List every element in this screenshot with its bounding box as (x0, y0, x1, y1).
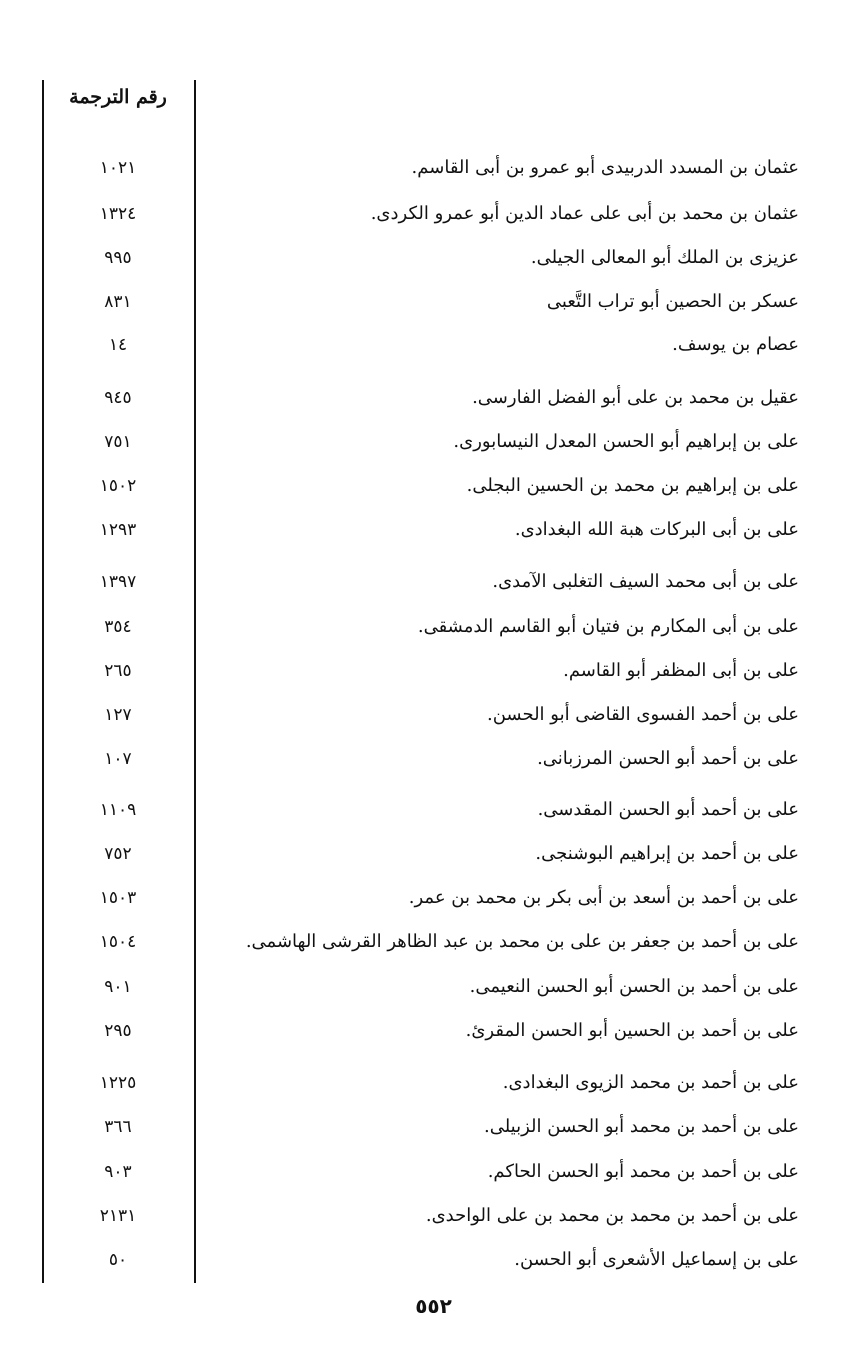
index-row (0, 839, 867, 869)
entry-number: ١٢٩٣ (99, 520, 137, 540)
entry-name: على بن أحمد أبو الحسن المقدسى. (537, 799, 799, 820)
entry-name: على بن أحمد بن محمد أبو الحسن الحاكم. (487, 1161, 799, 1182)
entry-name: عثمان بن المسدد الدربيدى أبو عمرو بن أبى القاسم. (411, 157, 799, 178)
entry-number: ٩٤٥ (104, 388, 132, 408)
entry-number: ١٥٠٣ (99, 888, 137, 908)
entry-number: ١٠٢١ (99, 158, 137, 178)
index-row (0, 700, 867, 730)
index-row (0, 383, 867, 413)
entry-name: على بن إسماعيل الأشعرى أبو الحسن. (514, 1249, 799, 1270)
index-row (0, 1112, 867, 1142)
index-row (0, 243, 867, 273)
entry-number: ١٤ (108, 335, 128, 355)
entry-number: ٣٥٤ (104, 617, 132, 637)
entry-number: ١٣٢٤ (99, 204, 137, 224)
index-row (0, 1245, 867, 1275)
index-row (0, 1157, 867, 1187)
entry-name: على بن إبراهيم بن محمد بن الحسين البجلى. (466, 475, 799, 496)
index-row (0, 927, 867, 957)
entry-name: عزيزى بن الملك أبو المعالى الجيلى. (530, 247, 799, 268)
index-row (0, 795, 867, 825)
index-row (0, 744, 867, 774)
entry-name: عصام بن يوسف. (672, 334, 799, 355)
entry-number: ٢٩٥ (104, 1021, 132, 1041)
entry-name: على بن أحمد بن الحسين أبو الحسن المقرئ. (465, 1020, 799, 1041)
entry-name: على بن أحمد بن محمد أبو الحسن الزبيلى. (484, 1116, 799, 1137)
entry-number: ٢١٣١ (99, 1206, 137, 1226)
entry-name: على بن إبراهيم أبو الحسن المعدل النيسابورى. (453, 431, 799, 452)
index-row (0, 1201, 867, 1231)
index-row (0, 656, 867, 686)
entry-name: على بن أبى المكارم بن فتيان أبو القاسم الدمشقى. (417, 616, 799, 637)
entry-number: ٩٩٥ (104, 248, 132, 268)
entry-name: على بن أحمد بن محمد الزيوى البغدادى. (502, 1072, 799, 1093)
entry-number: ١٢٧ (104, 705, 132, 725)
index-row (0, 199, 867, 229)
index-row (0, 471, 867, 501)
page-number: ٥٥٢ (415, 1294, 452, 1318)
index-row (0, 287, 867, 317)
entry-number: ٨٣١ (104, 292, 132, 312)
index-row (0, 883, 867, 913)
entry-number: ٩٠١ (104, 977, 132, 997)
entry-name: على بن أبى المظفر أبو القاسم. (563, 660, 799, 681)
entry-name: على بن أحمد أبو الحسن المرزبانى. (537, 748, 799, 769)
index-row (0, 1016, 867, 1046)
entry-name: على بن أحمد بن أسعد بن أبى بكر بن محمد بن عمر. (408, 887, 799, 908)
column-header-entry-number: رقم الترجمة (69, 86, 167, 108)
index-row (0, 972, 867, 1002)
entry-number: ١٥٠٢ (99, 476, 137, 496)
index-row (0, 153, 867, 183)
entry-name: على بن أحمد بن محمد بن محمد بن على الواحدى. (425, 1205, 799, 1226)
index-row (0, 612, 867, 642)
index-row (0, 567, 867, 597)
entry-name: على بن أبى محمد السيف التغلبى الآمدى. (492, 571, 799, 592)
entry-number: ١٥٠٤ (99, 932, 137, 952)
entry-number: ٩٠٣ (104, 1162, 132, 1182)
entry-number: ٧٥١ (104, 432, 132, 452)
entry-name: عقيل بن محمد بن على أبو الفضل الفارسى. (472, 387, 799, 408)
index-row (0, 427, 867, 457)
index-row (0, 515, 867, 545)
entry-name: على بن أبى البركات هبة الله البغدادى. (514, 519, 799, 540)
entry-number: ١٣٩٧ (99, 572, 137, 592)
entry-name: عسكر بن الحصين أبو تراب التَّعبى (546, 291, 799, 312)
entry-number: ١٢٢٥ (99, 1073, 137, 1093)
entry-number: ٥٠ (108, 1250, 128, 1270)
entry-name: عثمان بن محمد بن أبى على عماد الدين أبو عمرو الكردى. (370, 203, 799, 224)
entry-number: ١٠٧ (104, 749, 132, 769)
entry-name: على بن أحمد بن الحسن أبو الحسن النعيمى. (469, 976, 799, 997)
entry-number: ٢٦٥ (104, 661, 132, 681)
entry-name: على بن أحمد بن إبراهيم البوشنجى. (535, 843, 799, 864)
entry-name: على بن أحمد بن جعفر بن على بن محمد بن عبد الظاهر القرشى الهاشمى. (245, 931, 799, 952)
entry-number: ٧٥٢ (104, 844, 132, 864)
index-row (0, 330, 867, 360)
index-row (0, 1068, 867, 1098)
entry-number: ٣٦٦ (104, 1117, 132, 1137)
entry-number: ١١٠٩ (99, 800, 137, 820)
entry-name: على بن أحمد الفسوى القاضى أبو الحسن. (486, 704, 799, 725)
